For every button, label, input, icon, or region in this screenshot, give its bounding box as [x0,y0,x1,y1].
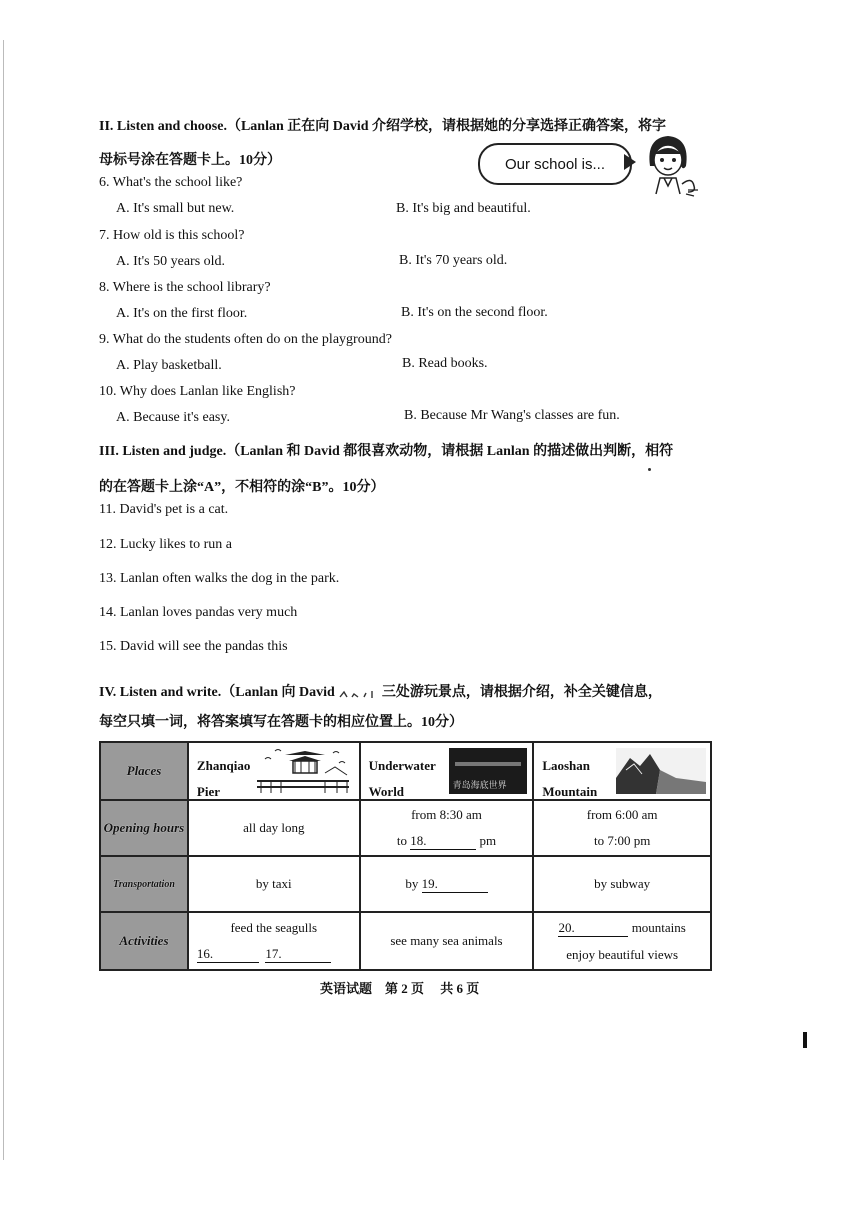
section2-heading-cont: 母标号涂在答题卡上。10分） [99,153,281,168]
table-row-activities [100,912,711,970]
opening-laoshan [533,800,711,856]
mountain-photo [616,748,706,794]
question-10: 10. Why does Lanlan like English? [99,384,296,399]
activity-enjoy-views: enjoy beautiful views [566,946,679,962]
judge-item-15: 15. David will see the pandas this [99,639,288,654]
activities-underwater: see many sea animals [360,912,534,970]
attractions-table [99,741,712,971]
question-9: 9. What do the students often do on the playground? [99,332,392,347]
page-edge-line [3,40,4,1160]
section4-heading-part2: 三处游玩景点，请根据介绍，补全关键信息， [381,685,662,700]
transport-underwater [360,856,534,912]
blank-16[interactable]: 16. [197,946,259,963]
section3-heading-cont: 的在答题卡上涂“A”，不相符的涂“B”。10分） [99,480,385,495]
question-6-option-a: A. It's small but new. [116,201,235,216]
place-name-2b: World [368,784,405,799]
judge-item-13: 13. Lanlan often walks the dog in the park. [99,571,340,586]
scan-speck [648,468,651,471]
activity-mountains: mountains [631,919,686,935]
question-10-option-b: B. Because Mr Wang's classes are fun. [404,408,620,423]
opening-zhanqiao: all day long [188,800,360,856]
table-row-places [100,742,711,800]
question-9-option-a: A. Play basketball. [116,358,222,373]
opening-underwater-pm: pm [479,832,497,848]
question-10-option-a: A. Because it's easy. [116,410,230,425]
blank-20[interactable]: 20. [558,920,628,937]
opening-underwater [360,800,534,856]
blank-18[interactable]: 18. [410,833,476,850]
question-7-option-b: B. It's 70 years old. [399,253,508,268]
page-footer: 英语试题 第 2 页 共 6 页 [320,981,480,996]
question-6: 6. What's the school like? [99,175,243,190]
place-underwater-world [360,742,534,800]
speech-bubble-text: Our school is... [504,155,606,173]
table-row-transport [100,856,711,912]
pier-pavilion-icon [255,747,351,797]
speech-bubble-tail [624,154,636,170]
judge-item-12: 12. Lucky likes to run a [99,537,232,552]
place-name-1b: Pier [196,784,221,799]
question-8-option-a: A. It's on the first floor. [116,306,248,321]
smudged-text [338,688,378,698]
place-laoshan [533,742,711,800]
place-name-2a: Underwater [368,758,436,773]
opening-underwater-from: from 8:30 am [411,806,482,822]
girl-illustration [636,132,700,202]
blank-19[interactable]: 19. [422,876,488,893]
label-transportation: Transportation [100,856,188,912]
section2-heading: II. Listen and choose.（Lanlan 正在向 David 介绍学校，请根据她的分享选择正确答案，将字 [99,119,667,134]
opening-laoshan-from: from 6:00 am [586,807,658,822]
label-places: Places [100,742,188,800]
speech-bubble [478,143,632,185]
section4-heading-part1: IV. Listen and write.（Lanlan 向 David [99,685,335,700]
activities-laoshan [533,912,711,970]
place-zhanqiao [188,742,360,800]
aquarium-photo [449,748,527,794]
aquarium-sign-text: 青岛海底世界 [452,781,507,791]
margin-mark [803,1032,807,1048]
place-name-1a: Zhanqiao [196,758,251,773]
activities-zhanqiao [188,912,360,970]
opening-laoshan-to: to 7:00 pm [593,833,651,848]
place-name-3a: Laoshan [542,758,591,773]
label-activities: Activities [100,912,188,970]
table-row-opening [100,800,711,856]
question-9-option-b: B. Read books. [402,356,488,371]
section4-heading-cont: 每空只填一词，将答案填写在答题卡的相应位置上。10分） [99,715,463,730]
question-7: 7. How old is this school? [99,228,245,243]
question-6-option-b: B. It's big and beautiful. [396,201,531,216]
transport-by: by [405,875,419,891]
opening-underwater-to: to [396,832,407,848]
judge-item-14: 14. Lanlan loves pandas very much [99,605,298,620]
transport-laoshan: by subway [533,856,711,912]
question-7-option-a: A. It's 50 years old. [116,254,226,269]
blank-17[interactable]: 17. [265,946,331,963]
question-8-option-b: B. It's on the second floor. [401,305,548,320]
judge-item-11: 11. David's pet is a cat. [99,502,229,517]
section3-heading: III. Listen and judge.（Lanlan 和 David 都很喜欢动物，请根据 Lanlan 的描述做出判断，相符 [99,444,674,459]
aquarium-banner [455,762,521,766]
activity-feed-seagulls: feed the seagulls [230,919,318,935]
place-name-3b: Mountain [542,784,598,799]
section4-heading [99,681,662,701]
transport-zhanqiao: by taxi [188,856,360,912]
question-8: 8. Where is the school library? [99,280,271,295]
label-opening-hours: Opening hours [100,800,188,856]
